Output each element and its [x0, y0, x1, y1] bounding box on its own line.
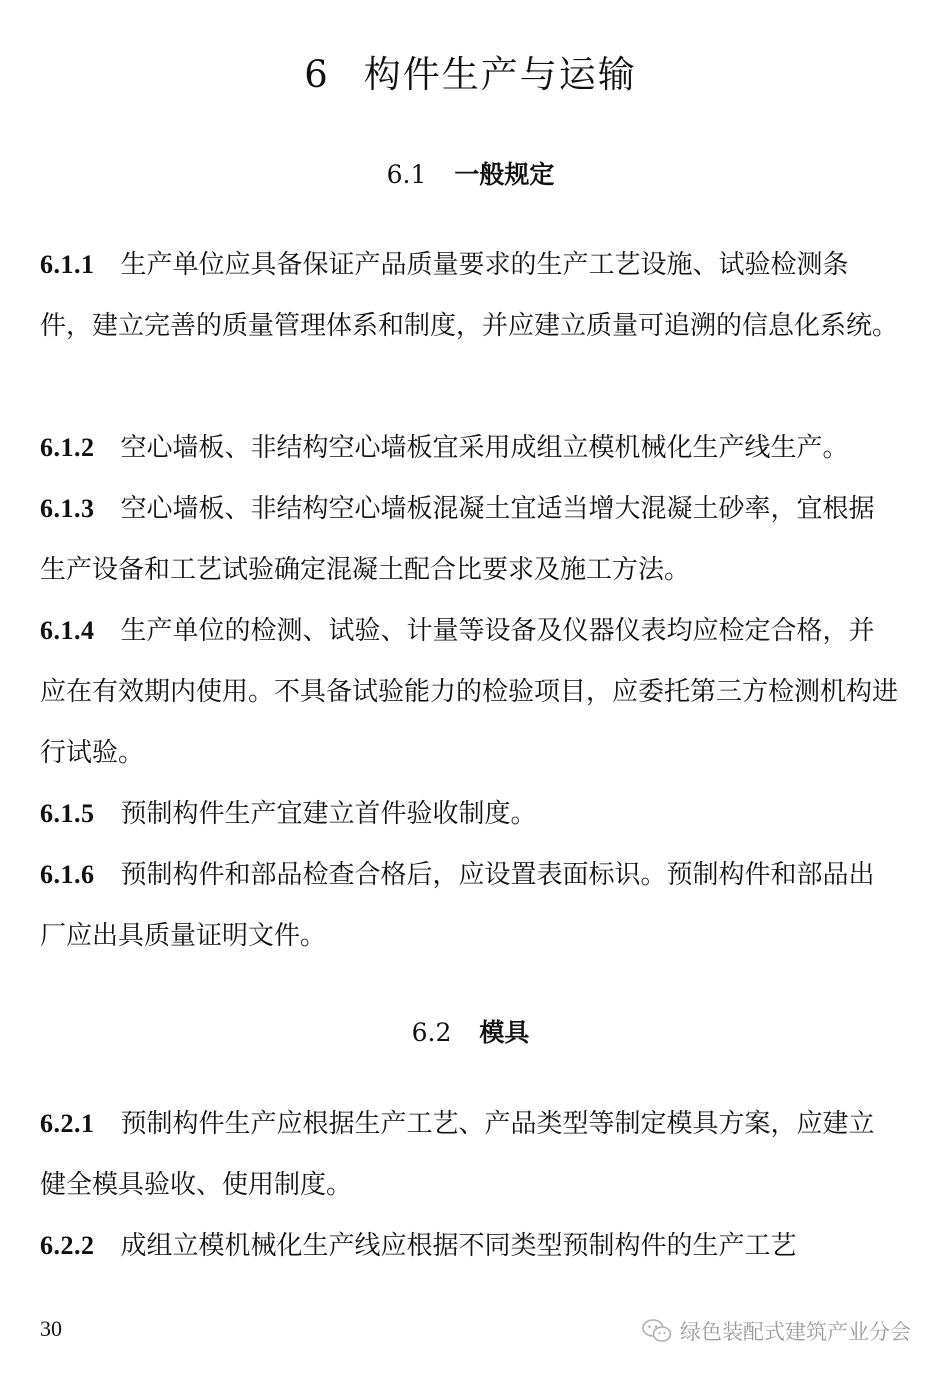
clause-6-1-5	[40, 783, 900, 845]
chapter-title	[0, 44, 941, 98]
clause-text: 预制构件生产宜建立首件验收制度。	[120, 799, 537, 829]
clause-number: 6.1.4	[40, 616, 95, 645]
clause-6-1-2	[40, 417, 900, 479]
clause-text: 空心墙板、非结构空心墙板混凝土宜适当增大混凝土砂率，宜根据生产设备和工艺试验确定混凝土配合比要求及施工方法。	[40, 494, 875, 585]
clause-6-2-1	[40, 1093, 900, 1216]
wechat-icon	[642, 1318, 672, 1344]
clause-text: 生产单位的检测、试验、计量等设备及仪器仪表均应检定合格，并应在有效期内使用。不具备试验能力的检验项目，应委托第三方检测机构进行试验。	[40, 616, 899, 768]
clause-number: 6.2.1	[40, 1109, 95, 1138]
clause-6-2-2	[40, 1215, 900, 1277]
clause-text: 空心墙板、非结构空心墙板宜采用成组立模机械化生产线生产。	[120, 433, 849, 463]
watermark-text: 绿色装配式建筑产业分会	[680, 1320, 911, 1344]
clause-number: 6.1.3	[40, 494, 95, 523]
section-title-text: 一般规定	[454, 160, 555, 189]
chapter-number: 6	[304, 53, 330, 96]
clause-text: 预制构件生产应根据生产工艺、产品类型等制定模具方案，应建立健全模具验收、使用制度。	[40, 1109, 875, 1200]
clause-text: 生产单位应具备保证产品质量要求的生产工艺设施、试验检测条件，建立完善的质量管理体系和制度，并应建立质量可追溯的信息化系统。	[40, 250, 899, 341]
section-title-6-1	[0, 155, 941, 191]
section-number: 6.2	[411, 1018, 452, 1047]
clause-6-1-1	[40, 234, 900, 357]
clause-text: 预制构件和部品检查合格后，应设置表面标识。预制构件和部品出厂应出具质量证明文件。	[40, 860, 875, 951]
clause-number: 6.1.1	[40, 250, 95, 279]
section-title-text: 模具	[479, 1018, 530, 1047]
clause-6-1-6	[40, 844, 900, 967]
section-number: 6.1	[386, 160, 427, 189]
clause-number: 6.2.2	[40, 1231, 95, 1260]
clause-6-1-3	[40, 478, 900, 601]
clause-text: 成组立模机械化生产线应根据不同类型预制构件的生产工艺	[120, 1231, 797, 1261]
clause-number: 6.1.2	[40, 433, 95, 462]
chapter-title-text: 构件生产与运输	[363, 53, 637, 96]
section-title-6-2	[0, 1013, 941, 1049]
clause-6-1-4	[40, 600, 900, 784]
clause-number: 6.1.5	[40, 799, 95, 828]
watermark	[642, 1316, 911, 1346]
clause-number: 6.1.6	[40, 860, 95, 889]
page-number: 30	[40, 1316, 62, 1341]
